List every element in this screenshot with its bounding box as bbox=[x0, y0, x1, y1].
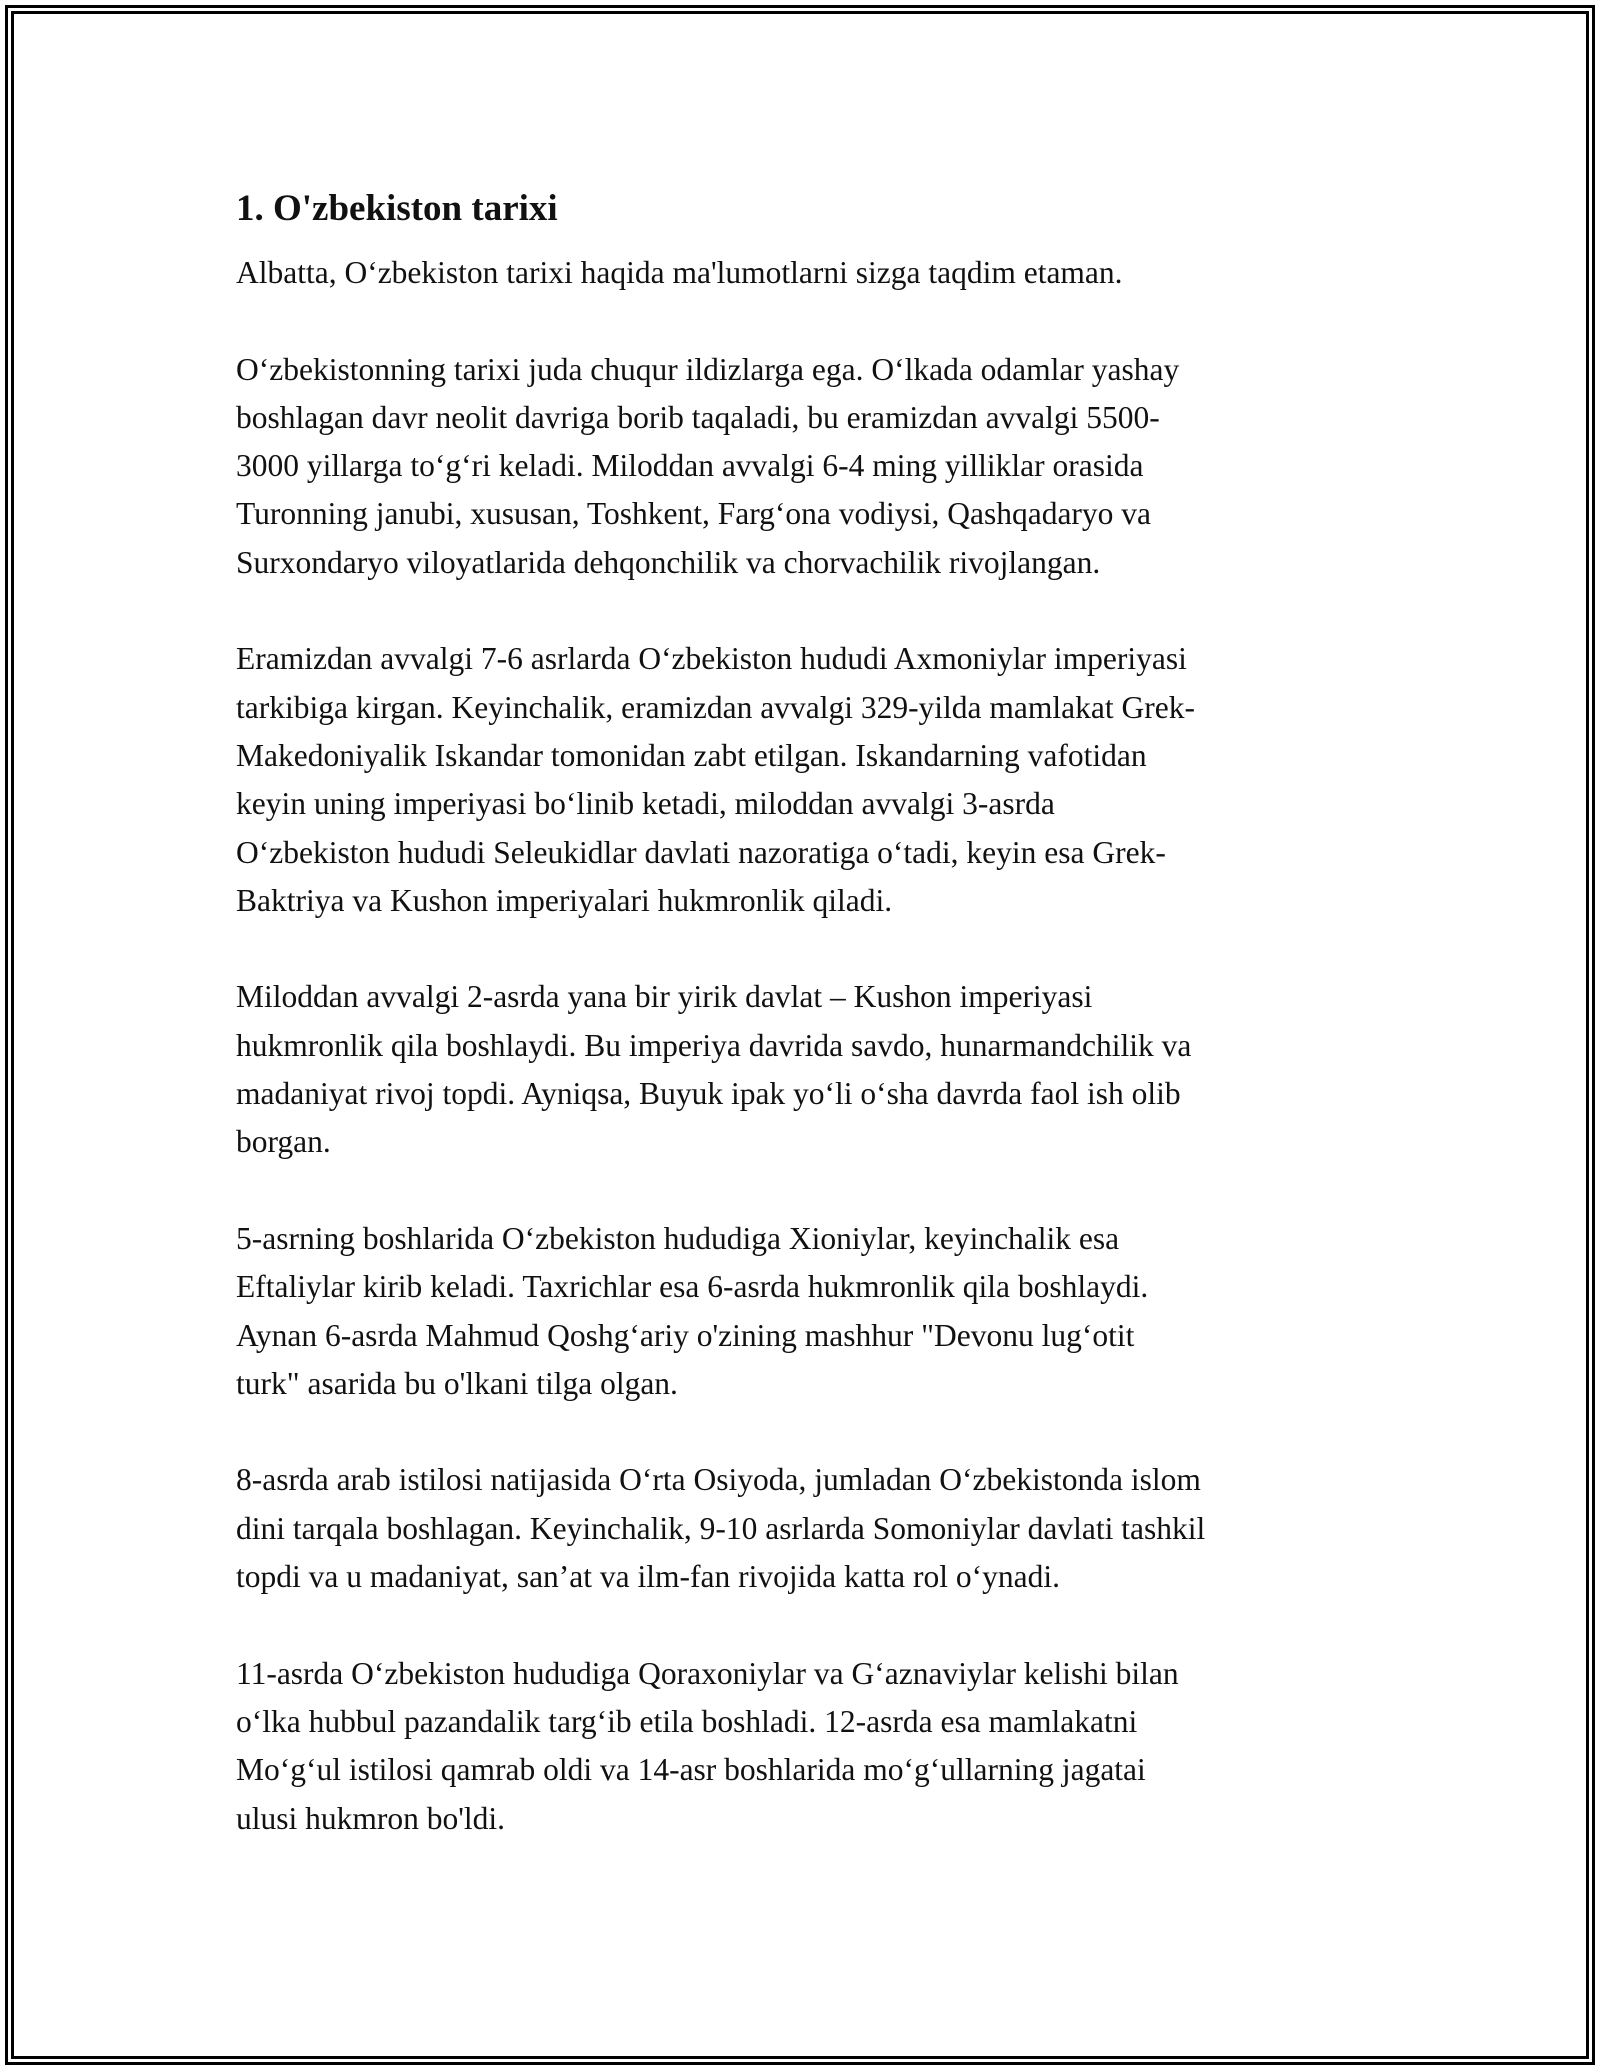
paragraph-neolithic: O‘zbekistonning tarixi juda chuqur ildizlarga ega. O‘lkada odamlar yashay boshlagan davr neolit davriga borib taqaladi, bu eramizdan avvalgi 5500- 3000 yillarga to‘g‘ri keladi. Miloddan avvalgi 6-4 ming yilliklar orasida Turonning janubi, xususan, Toshkent, Farg‘ona vodiysi, Qashqadaryo va Surxondaryo viloyatlarida dehqonchilik va chorvachilik rivojlangan. bbox=[236, 351, 1180, 580]
paragraph-kushan: Miloddan avvalgi 2-asrda yana bir yirik davlat – Kushon imperiyasi hukmronlik qila boshlaydi. Bu imperiya davrida savdo, hunarmandchilik va madaniyat rivoj topdi. Ayniqsa, Buyuk ipak yo‘li o‘sha davrda faol ish olib borgan. bbox=[236, 979, 1192, 1160]
paragraph-arab-conquest: 8-asrda arab istilosi natijasida O‘rta Osiyoda, jumladan O‘zbekistonda islom dini tarqala boshlagan. Keyinchalik, 9-10 asrlarda Somoniylar davlati tashkil topdi va u madaniyat, san’at va ilm-fan rivojida katta rol o‘ynadi. bbox=[236, 1462, 1206, 1595]
document-title: 1. O'zbekiston tarixi bbox=[236, 188, 558, 229]
document-body bbox=[236, 185, 1386, 1891]
paragraph-chionites: 5-asrning boshlarida O‘zbekiston hududiga Xioniylar, keyinchalik esa Eftaliylar kirib keladi. Taxrichlar esa 6-asrda hukmronlik qila boshlaydi. Aynan 6-asrda Mahmud Qoshg‘ariy o'zining mashhur "Devonu lug‘otit turk" asarida bu o'lkani tilga olgan. bbox=[236, 1220, 1149, 1401]
paragraph-karakhanids: 11-asrda O‘zbekiston hududiga Qoraxoniylar va G‘aznaviylar kelishi bilan o‘lka hubbul pazandalik targ‘ib etila boshladi. 12-asrda esa mamlakatni Mo‘g‘ul istilosi qamrab oldi va 14-asr boshlarida mo‘g‘ullarning jagatai ulusi hukmron bo'ldi. bbox=[236, 1655, 1179, 1836]
paragraph-intro: Albatta, O‘zbekiston tarixi haqida ma'lumotlarni sizga taqdim etaman. bbox=[236, 255, 1123, 290]
paragraph-achaemenid: Eramizdan avvalgi 7-6 asrlarda O‘zbekiston hududi Axmoniylar imperiyasi tarkibiga kirgan. Keyinchalik, eramizdan avvalgi 329-yilda mamlakat Grek- Makedoniyalik Iskandar tomonidan zabt etilgan. Iskandarning vafotidan keyin uning imperiyasi bo‘linib ketadi, miloddan avvalgi 3-asrda O‘zbekiston hududi Seleukidlar davlati nazoratiga o‘tadi, keyin esa Grek- Baktriya va Kushon imperiyalari hukmronlik qiladi. bbox=[236, 641, 1195, 918]
